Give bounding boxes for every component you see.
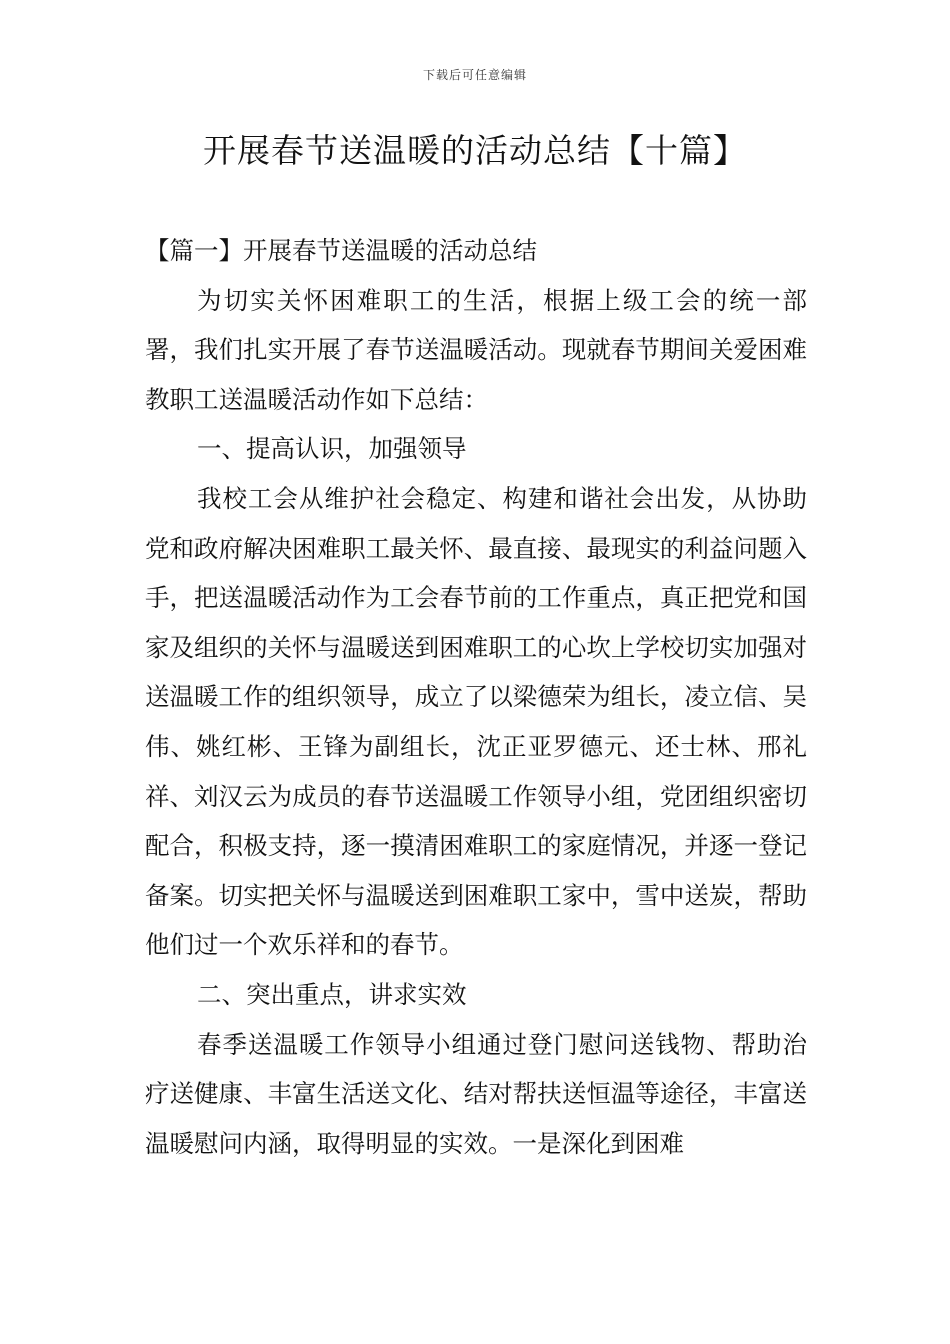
document-body <box>145 226 807 1168</box>
document-title: 开展春节送温暖的活动总结【十篇】 <box>203 131 747 170</box>
header-note: 下载后可任意编辑 <box>422 68 527 82</box>
paragraph-intro: 为切实关怀困难职工的生活，根据上级工会的统一部署，我们扎实开展了春节送温暖活动。现就春节期间关爱困难教职工送温暖活动作如下总结： <box>145 285 807 414</box>
subheading-2: 二、突出重点，讲求实效 <box>197 979 467 1009</box>
paragraph-2: 春季送温暖工作领导小组通过登门慰问送钱物、帮助治疗送健康、丰富生活送文化、结对帮扶送恒温等途径，丰富送温暖慰问内涵，取得明显的实效。一是深化到困难 <box>145 1029 807 1158</box>
paragraph-1: 我校工会从维护社会稳定、构建和谐社会出发，从协助党和政府解决困难职工最关怀、最直接、最现实的利益问题入手，把送温暖活动作为工会春节前的工作重点，真正把党和国家及组织的关怀与温暖送到困难职工的心坎上学校切实加强对送温暖工作的组织领导，成立了以梁德荣为组长，凌立信、吴伟、姚红彬、王锋为副组长，沈正亚罗德元、还士林、邢礼祥、刘汉云为成员的春节送温暖工作领导小组，党团组织密切配合，积极支持，逐一摸清困难职工的家庭情况，并逐一登记备案。切实把关怀与温暖送到困难职工家中，雪中送炭，帮助他们过一个欢乐祥和的春节。 <box>145 483 807 960</box>
section-heading: 【篇一】开展春节送温暖的活动总结 <box>145 236 537 265</box>
subheading-1: 一、提高认识，加强领导 <box>197 434 467 464</box>
